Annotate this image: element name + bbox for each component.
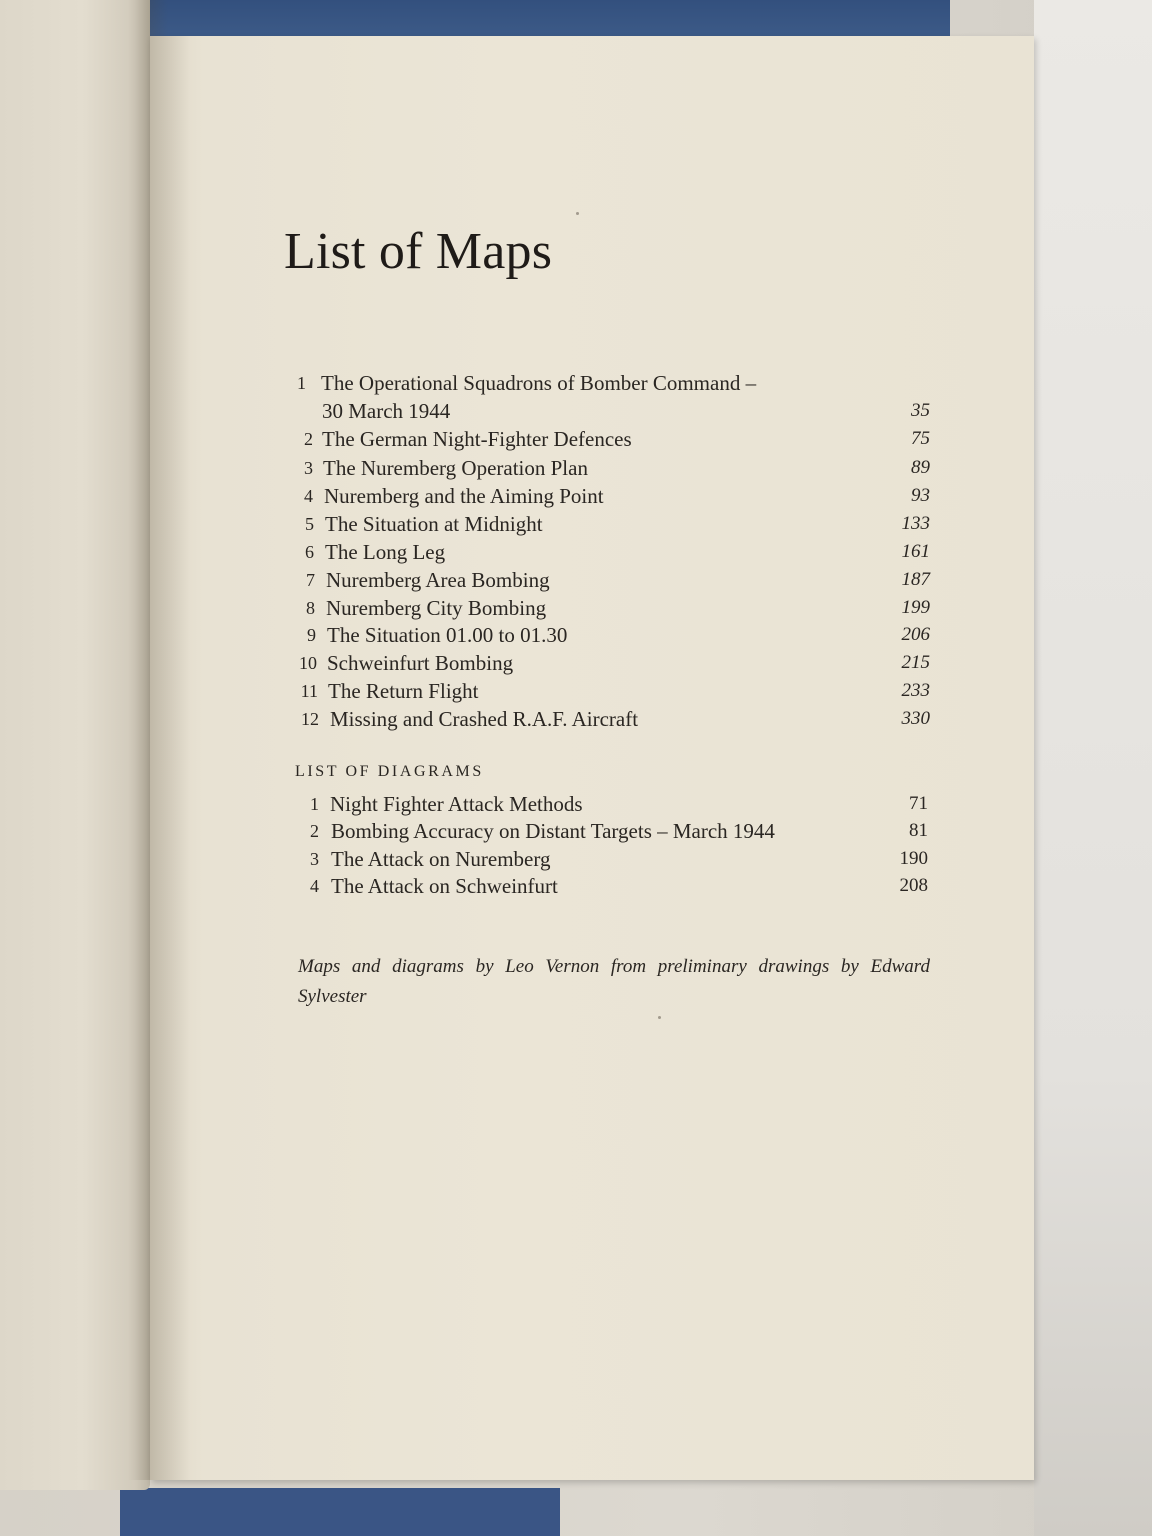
item-number: 8 (306, 598, 315, 618)
item-number: 7 (306, 570, 315, 590)
paper-speck (576, 212, 579, 215)
item-page: 190 (899, 848, 928, 869)
item-label: The Operational Squadrons of Bomber Command – (321, 371, 757, 395)
list-item (150, 566, 1034, 594)
item-page: 208 (899, 875, 928, 896)
item-number: 1 (310, 794, 319, 814)
item-page: 330 (901, 708, 930, 729)
list-item (150, 649, 1034, 677)
list-item (150, 425, 1034, 453)
item-number: 2 (304, 429, 313, 449)
illustration-credit: Maps and diagrams by Leo Vernon from preliminary drawings by Edward Sylvester (298, 956, 930, 1007)
list-item (150, 510, 1034, 538)
item-label: The Return Flight (328, 679, 479, 703)
item-label: Night Fighter Attack Methods (330, 792, 583, 816)
item-label: Schweinfurt Bombing (327, 651, 514, 675)
item-number: 9 (307, 625, 316, 645)
list-item (150, 454, 1034, 482)
page-title: List of Maps (284, 223, 553, 280)
item-label: Nuremberg City Bombing (326, 596, 547, 620)
item-page: 161 (901, 541, 930, 562)
item-number: 6 (305, 542, 314, 562)
list-item (150, 845, 1034, 873)
item-number: 12 (301, 709, 319, 729)
book-cover-bottom-edge (120, 1488, 560, 1536)
list-item (150, 621, 1034, 649)
item-label: Nuremberg and the Aiming Point (324, 484, 604, 508)
item-number: 11 (300, 681, 318, 701)
paper-speck (658, 1016, 661, 1019)
item-page: 199 (901, 597, 930, 618)
list-item (150, 594, 1034, 622)
item-page: 35 (911, 400, 930, 421)
item-number: 5 (305, 514, 314, 534)
item-label: Bombing Accuracy on Distant Targets – March 1944 (331, 819, 775, 843)
item-page: 215 (901, 652, 930, 673)
list-item (150, 705, 1034, 733)
list-item (150, 677, 1034, 705)
item-label: The Nuremberg Operation Plan (323, 456, 588, 480)
item-number: 2 (310, 821, 319, 841)
list-item (150, 790, 1034, 818)
diagrams-heading: LIST OF DIAGRAMS (295, 763, 484, 780)
item-number: 3 (310, 849, 319, 869)
item-page: 133 (901, 513, 930, 534)
item-page: 187 (901, 569, 930, 590)
list-item (150, 538, 1034, 566)
item-label: 30 March 1944 (322, 399, 451, 423)
list-item (150, 872, 1034, 900)
item-number: 3 (304, 458, 313, 478)
item-page: 93 (911, 485, 930, 506)
item-label: Nuremberg Area Bombing (326, 568, 550, 592)
page-content (150, 36, 1034, 1480)
item-page: 206 (901, 624, 930, 645)
right-page (150, 36, 1034, 1480)
item-label: The Attack on Schweinfurt (331, 874, 558, 898)
item-page: 89 (911, 457, 930, 478)
item-label: The German Night-Fighter Defences (322, 427, 632, 451)
list-item (150, 817, 1034, 845)
item-page: 71 (909, 793, 928, 814)
item-page: 75 (911, 428, 930, 449)
item-page: 233 (901, 680, 930, 701)
list-item (150, 397, 1034, 425)
list-item (150, 369, 1034, 397)
item-number: 4 (310, 876, 319, 896)
item-label: The Situation at Midnight (325, 512, 543, 536)
book-cover-top-edge (120, 0, 950, 40)
list-item (150, 482, 1034, 510)
item-page: 81 (909, 820, 928, 841)
item-label: Missing and Crashed R.A.F. Aircraft (330, 707, 639, 731)
background-wall (1034, 0, 1152, 1536)
item-label: The Attack on Nuremberg (331, 847, 551, 871)
item-number: 4 (304, 486, 313, 506)
item-label: The Situation 01.00 to 01.30 (327, 623, 568, 647)
item-label: The Long Leg (325, 540, 446, 564)
item-number: 10 (299, 653, 317, 673)
item-number: 1 (297, 373, 306, 393)
